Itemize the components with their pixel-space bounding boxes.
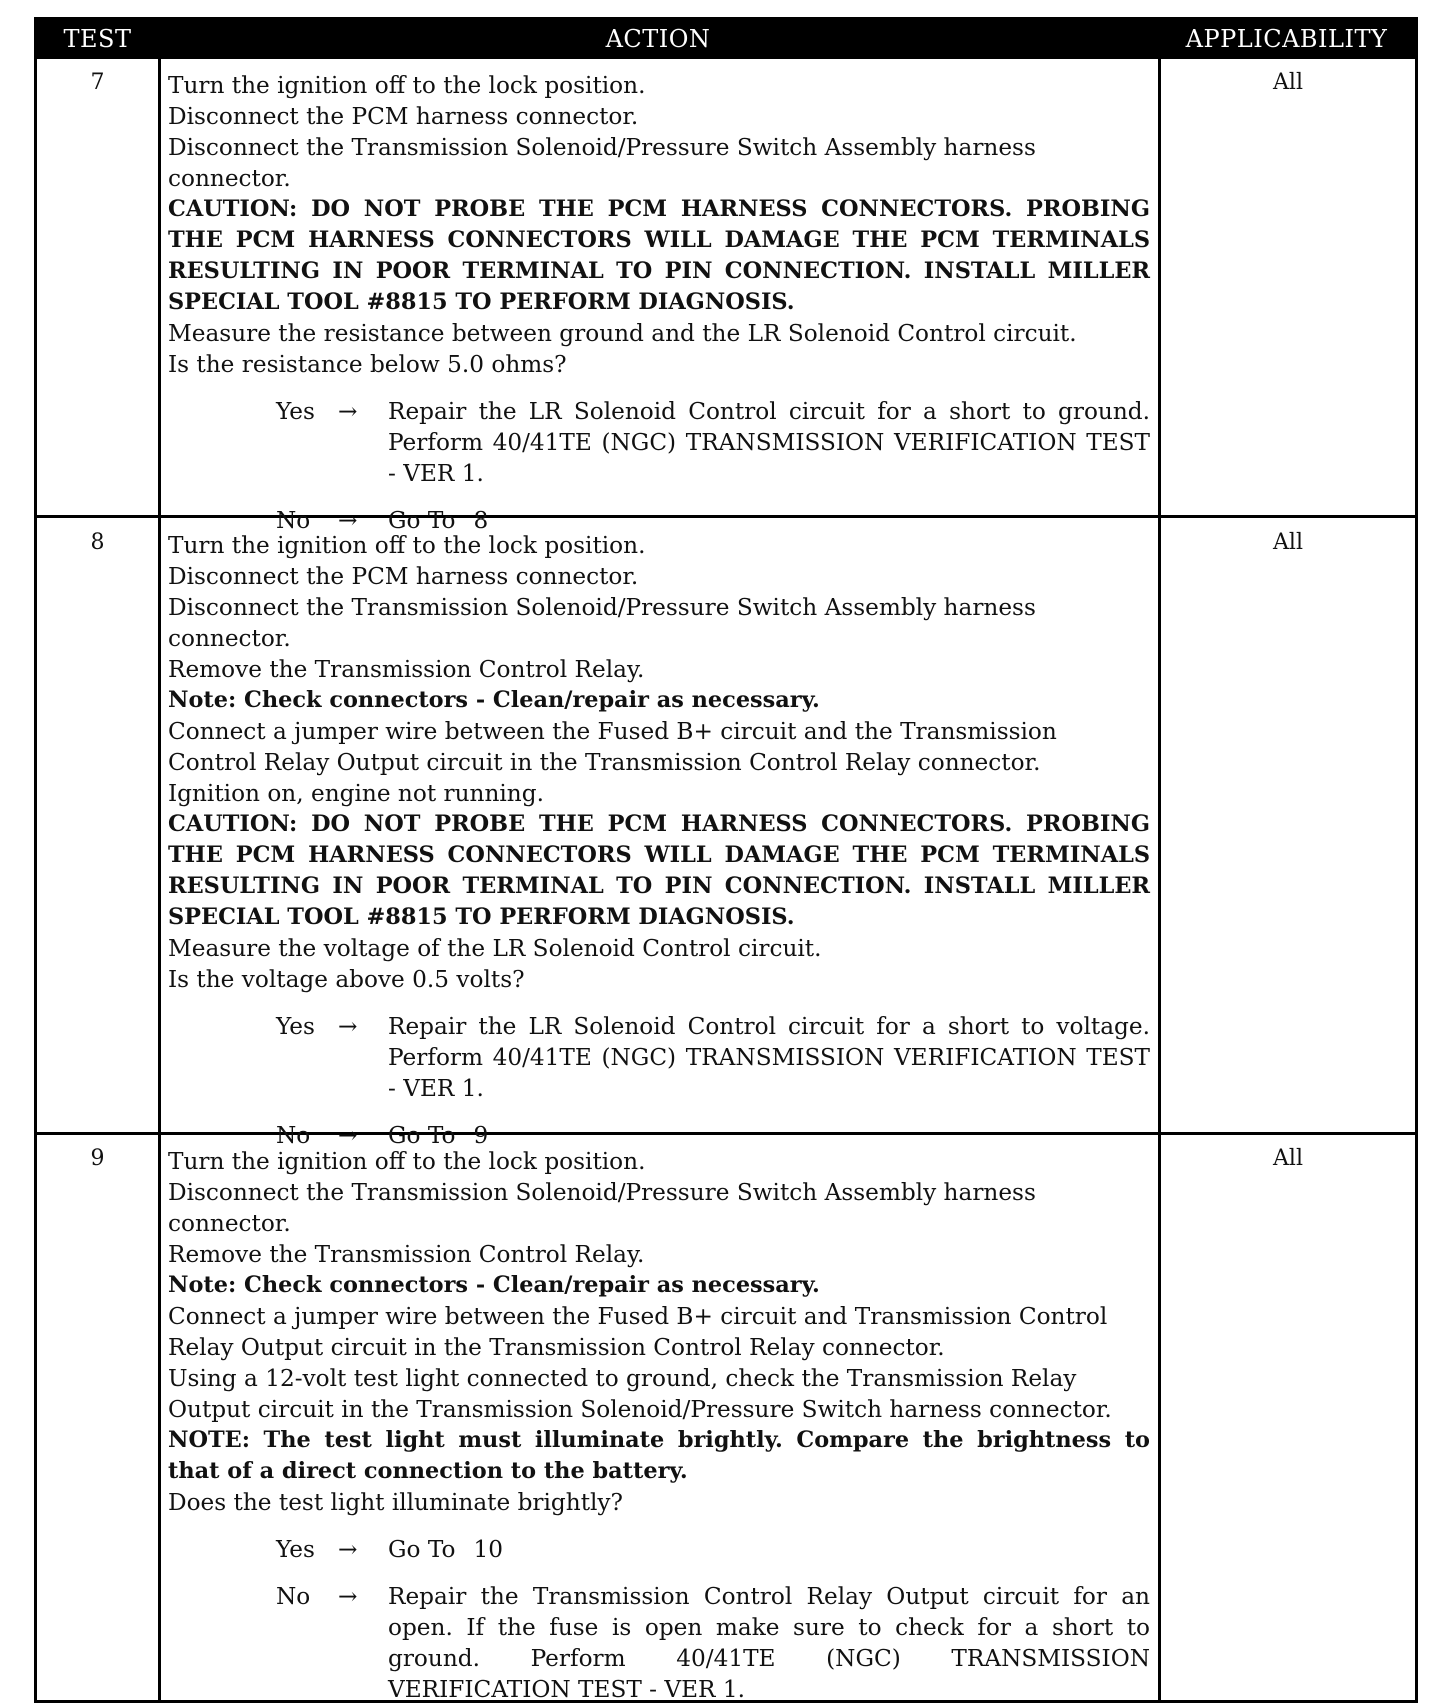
arrow-icon: → xyxy=(338,1583,358,1610)
yes-label: Yes xyxy=(276,1536,315,1563)
applicability-value: All xyxy=(1273,70,1303,95)
yes-label: Yes xyxy=(276,1013,315,1040)
action-line: Disconnect the PCM harness connector. xyxy=(168,103,639,130)
action-cell xyxy=(168,70,1150,536)
yes-result xyxy=(276,1011,1150,1104)
caution-text: CAUTION: DO NOT PROBE THE PCM HARNESS CONNECTORS. PROBING THE PCM HARNESS CONNECTORS WILL DAMAGE THE PCM TERMINALS RESULTING IN POOR TERMINAL TO PIN CONNECTION. INSTALL MILLER SPECIAL TOOL #8815 TO PERFORM DIAGNOSIS. xyxy=(168,811,1150,930)
goto-target: 10 xyxy=(473,1536,503,1563)
no-text: Repair the Transmission Control Relay Output circuit for an open. If the fuse is open make sure to check for a short to ground. Perform 40/41TE (NGC) TRANSMISSION VERIFICATION TEST - VER 1. xyxy=(388,1583,1150,1703)
action-line: Disconnect the Transmission Solenoid/Pressure Switch Assembly harness connector. xyxy=(168,134,1036,192)
note-text: NOTE: The test light must illuminate brightly. Compare the brightness to that of a direct connection to the battery. xyxy=(168,1427,1150,1484)
action-cell xyxy=(168,530,1150,1151)
yes-result xyxy=(276,396,1150,489)
action-line: Disconnect the Transmission Solenoid/Pressure Switch Assembly harness connector. xyxy=(168,594,1036,652)
no-label: No xyxy=(276,1122,311,1149)
no-result xyxy=(276,1581,1150,1705)
test-number: 8 xyxy=(90,530,105,555)
test-number: 9 xyxy=(90,1146,105,1171)
caution-text: CAUTION: DO NOT PROBE THE PCM HARNESS CONNECTORS. PROBING THE PCM HARNESS CONNECTORS WILL DAMAGE THE PCM TERMINALS RESULTING IN POOR TERMINAL TO PIN CONNECTION. INSTALL MILLER SPECIAL TOOL #8815 TO PERFORM DIAGNOSIS. xyxy=(168,196,1150,315)
goto-target: 9 xyxy=(473,1122,489,1149)
table-header xyxy=(37,20,1415,59)
no-label: No xyxy=(276,1583,311,1610)
arrow-icon: → xyxy=(338,1122,358,1149)
action-line: Using a 12-volt test light connected to ground, check the Transmission Relay Output circuit in the Transmission Solenoid/Pressure Switch harness connector. xyxy=(168,1365,1112,1423)
action-line: Remove the Transmission Control Relay. xyxy=(168,656,645,683)
diagnostic-table xyxy=(34,17,1418,1703)
arrow-icon: → xyxy=(338,398,358,425)
test-number: 7 xyxy=(90,70,105,95)
goto-label: Go To xyxy=(388,507,456,534)
action-line: Remove the Transmission Control Relay. xyxy=(168,1241,645,1268)
arrow-icon: → xyxy=(338,507,358,534)
action-line: Disconnect the PCM harness connector. xyxy=(168,563,639,590)
goto-instruction xyxy=(388,1534,1150,1565)
arrow-icon: → xyxy=(338,1536,358,1563)
goto-target: 8 xyxy=(473,507,489,534)
column-divider xyxy=(1158,59,1161,1700)
note-text: Note: Check connectors - Clean/repair as necessary. xyxy=(168,687,820,713)
question-line: Is the voltage above 0.5 volts? xyxy=(168,966,525,993)
note-text: Note: Check connectors - Clean/repair as necessary. xyxy=(168,1272,820,1298)
header-action: ACTION xyxy=(605,25,711,53)
action-line: Turn the ignition off to the lock position. xyxy=(168,1148,646,1175)
no-label: No xyxy=(276,507,311,534)
action-line: Disconnect the Transmission Solenoid/Pressure Switch Assembly harness connector. xyxy=(168,1179,1036,1237)
applicability-value: All xyxy=(1273,530,1303,555)
yes-text: Repair the LR Solenoid Control circuit for a short to ground. Perform 40/41TE (NGC) TRANSMISSION VERIFICATION TEST - VER 1. xyxy=(388,398,1150,487)
question-line: Is the resistance below 5.0 ohms? xyxy=(168,351,567,378)
action-line: Ignition on, engine not running. xyxy=(168,780,544,807)
arrow-icon: → xyxy=(338,1013,358,1040)
header-test: TEST xyxy=(63,25,132,53)
question-line: Does the test light illuminate brightly? xyxy=(168,1489,623,1516)
header-applicability: APPLICABILITY xyxy=(1185,25,1388,53)
applicability-value: All xyxy=(1273,1146,1303,1171)
action-line: Turn the ignition off to the lock position. xyxy=(168,532,646,559)
goto-label: Go To xyxy=(388,1536,456,1563)
action-line: Connect a jumper wire between the Fused B+ circuit and the Transmission Control Relay Output circuit in the Transmission Control Relay connector. xyxy=(168,718,1057,776)
action-cell xyxy=(168,1146,1150,1705)
yes-text: Repair the LR Solenoid Control circuit for a short to voltage. Perform 40/41TE (NGC) TRANSMISSION VERIFICATION TEST - VER 1. xyxy=(388,1013,1150,1102)
action-line: Measure the voltage of the LR Solenoid Control circuit. xyxy=(168,935,822,962)
yes-label: Yes xyxy=(276,398,315,425)
action-line: Turn the ignition off to the lock position. xyxy=(168,72,646,99)
yes-result xyxy=(276,1534,1150,1565)
column-divider xyxy=(158,59,161,1700)
action-line: Measure the resistance between ground and the LR Solenoid Control circuit. xyxy=(168,320,1077,347)
goto-label: Go To xyxy=(388,1122,456,1149)
action-line: Connect a jumper wire between the Fused B+ circuit and Transmission Control Relay Output circuit in the Transmission Control Relay connector. xyxy=(168,1303,1108,1361)
